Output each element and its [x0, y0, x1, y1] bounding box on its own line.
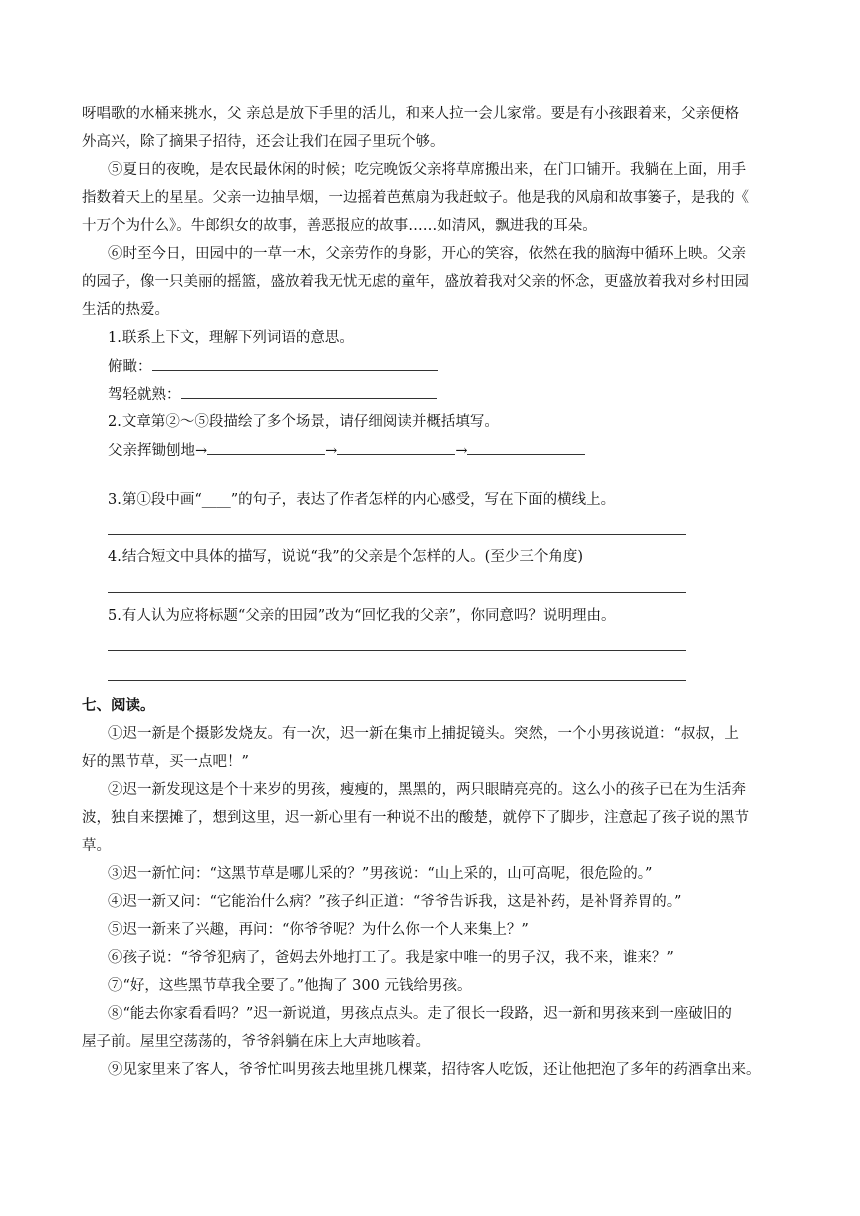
- s7-paragraph-1-line-2: 好的黑节草，买一点吧！”: [82, 754, 249, 770]
- answer-blank-2c[interactable]: [467, 440, 585, 455]
- s7-paragraph-2-line-2: 波，独自来摆摊了，想到这里，迟一新心里有一种说不出的酸楚，就停下了脚步，注意起了孩子说的黑节: [82, 810, 749, 826]
- s7-paragraph-7: ⑦“好，这些黑节草我全要了。”他掏了 300 元钱给男孩。: [108, 978, 472, 994]
- paragraph-4-line-2: 外高兴，除了摘果子招待，还会让我们在园子里玩个够。: [82, 134, 445, 150]
- question-1a-label: 俯瞰：: [108, 359, 152, 375]
- answer-blank-2b[interactable]: [337, 440, 455, 455]
- paragraph-5-line-2: 指数着天上的星星。父亲一边抽旱烟，一边摇着芭蕉扇为我赶蚊子。他是我的风扇和故事篓子，是我的《: [82, 190, 749, 206]
- paragraph-5-line-3: 十万个为什么》。牛郎织女的故事，善恶报应的故事……如清风，飘进我的耳朵。: [82, 218, 597, 234]
- question-2-sequence: [108, 440, 585, 461]
- s7-paragraph-5: ⑤迟一新来了兴趣，再问：“你爷爷呢？为什么你一个人来集上？”: [108, 922, 529, 938]
- answer-line-3[interactable]: [108, 534, 686, 535]
- s7-paragraph-3: ③迟一新忙问：“这黑节草是哪儿采的？”男孩说：“山上采的，山可高呢，很危险的。”: [108, 866, 653, 882]
- answer-line-4[interactable]: [108, 592, 686, 593]
- paragraph-4-line-1: 呀唱歌的水桶来挑水，父 亲总是放下手里的活儿，和来人拉一会儿家常。要是有小孩跟着来，父亲便格: [82, 106, 740, 122]
- sequence-start: 父亲挥锄刨地: [108, 443, 195, 459]
- answer-line-5b[interactable]: [108, 680, 686, 681]
- answer-blank-2a[interactable]: [207, 440, 325, 455]
- question-4: 4.结合短文中具体的描写，说说“我”的父亲是个怎样的人。(至少三个角度): [108, 549, 583, 565]
- s7-paragraph-8-line-2: 屋子前。屋里空荡荡的，爷爷斜躺在床上大声地咳着。: [82, 1034, 430, 1050]
- question-3: 3.第①段中画“____”的句子，表达了作者怎样的内心感受，写在下面的横线上。: [108, 492, 616, 508]
- s7-paragraph-6: ⑥孩子说：“爷爷犯病了，爸妈去外地打工了。我是家中唯一的男子汉，我不来，谁来？”: [108, 950, 674, 966]
- s7-paragraph-4: ④迟一新又问：“它能治什么病？”孩子纠正道：“爷爷告诉我，这是补药，是补肾养胃的。”: [108, 894, 682, 910]
- s7-paragraph-2-line-3: 草。: [82, 838, 111, 854]
- s7-paragraph-9: ⑨见家里来了客人，爷爷忙叫男孩去地里挑几棵菜，招待客人吃饭，还让他把泡了多年的药酒拿出来。: [108, 1062, 761, 1078]
- arrow-1: →: [195, 443, 208, 459]
- question-1b-label: 驾轻就熟：: [108, 387, 181, 403]
- question-1: 1.联系上下文，理解下列词语的意思。: [108, 330, 354, 346]
- paragraph-6-line-1: ⑥时至今日，田园中的一草一木，父亲劳作的身影，开心的笑容，依然在我的脑海中循环上映。父亲: [108, 246, 746, 262]
- paragraph-6-line-3: 生活的热爱。: [82, 302, 169, 318]
- section-7-heading: 七、阅读。: [82, 697, 155, 714]
- question-2: 2.文章第②～⑤段描绘了多个场景，请仔细阅读并概括填写。: [108, 414, 499, 430]
- answer-line-5a[interactable]: [108, 650, 686, 651]
- question-5: 5.有人认为应将标题“父亲的田园”改为“回忆我的父亲”，你同意吗？说明理由。: [108, 608, 616, 624]
- arrow-3: →: [455, 443, 468, 459]
- paragraph-6-line-2: 的园子，像一只美丽的摇篮，盛放着我无忧无虑的童年，盛放着我对父亲的怀念，更盛放着我对乡村田园: [82, 274, 749, 290]
- question-1b: [108, 384, 437, 405]
- s7-paragraph-1-line-1: ①迟一新是个摄影发烧友。有一次，迟一新在集市上捕捉镜头。突然，一个小男孩说道：“叔叔，上: [108, 726, 739, 742]
- question-1a: [108, 356, 438, 377]
- answer-blank-1b[interactable]: [181, 384, 437, 399]
- s7-paragraph-8-line-1: ⑧“能去你家看看吗？”迟一新说道，男孩点点头。走了很长一段路，迟一新和男孩来到一座破旧的: [108, 1006, 732, 1022]
- arrow-2: →: [325, 443, 338, 459]
- answer-blank-1a[interactable]: [152, 356, 438, 371]
- s7-paragraph-2-line-1: ②迟一新发现这是个十来岁的男孩，瘦瘦的，黑黑的，两只眼睛亮亮的。这么小的孩子已在为生活奔: [108, 782, 746, 798]
- paragraph-5-line-1: ⑤夏日的夜晚，是农民最休闲的时候；吃完晚饭父亲将草席搬出来，在门口铺开。我躺在上面，用手: [108, 162, 746, 178]
